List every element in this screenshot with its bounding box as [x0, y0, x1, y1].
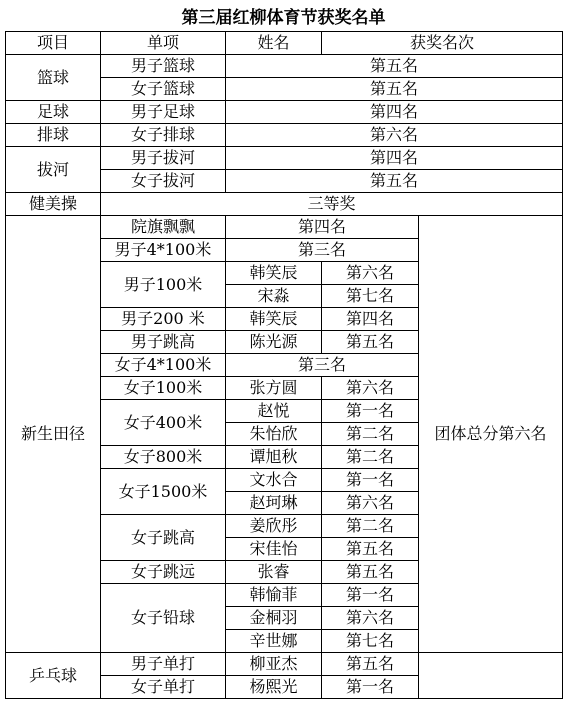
event-cell: 女子1500米 [101, 469, 226, 515]
name-cell: 韩笑辰 [226, 262, 322, 285]
project-cell: 篮球 [6, 55, 101, 101]
rank-cell: 第二名 [322, 423, 419, 446]
project-cell: 乒乓球 [6, 653, 101, 699]
page-title: 第三届红柳体育节获奖名单 [181, 8, 386, 28]
rank-cell: 第二名 [322, 515, 419, 538]
event-cell: 男子4*100米 [101, 239, 226, 262]
rank-cell: 第七名 [322, 630, 419, 653]
table-row [6, 124, 563, 147]
name-cell: 谭旭秋 [226, 446, 322, 469]
rank-cell: 第五名 [322, 538, 419, 561]
award-cell: 第四名 [226, 147, 563, 170]
rank-cell: 第五名 [322, 561, 419, 584]
name-cell: 赵悦 [226, 400, 322, 423]
rank-cell: 第六名 [322, 607, 419, 630]
table-row [6, 147, 563, 170]
project-cell: 新生田径 [6, 216, 101, 653]
name-cell: 宋佳怡 [226, 538, 322, 561]
name-cell: 陈光源 [226, 331, 322, 354]
rank-cell: 第六名 [322, 262, 419, 285]
event-cell: 女子篮球 [101, 78, 226, 101]
award-cell: 第四名 [226, 101, 563, 124]
event-cell: 女子铅球 [101, 584, 226, 653]
name-cell: 姜欣彤 [226, 515, 322, 538]
event-cell: 女子800米 [101, 446, 226, 469]
name-cell: 韩笑辰 [226, 308, 322, 331]
table-row [6, 101, 563, 124]
header-name: 姓名 [226, 32, 322, 55]
team-award-cell: 团体总分第六名 [419, 216, 563, 653]
table-row [6, 653, 563, 676]
table-row [6, 193, 563, 216]
event-cell: 男子200 米 [101, 308, 226, 331]
event-cell: 院旗飘飘 [101, 216, 226, 239]
event-cell: 女子4*100米 [101, 354, 226, 377]
award-cell: 第五名 [226, 78, 563, 101]
event-cell: 女子400米 [101, 400, 226, 446]
name-cell: 宋淼 [226, 285, 322, 308]
rank-cell: 第一名 [322, 584, 419, 607]
award-cell: 第四名 [226, 216, 419, 239]
rank-cell: 第四名 [322, 308, 419, 331]
name-cell: 张睿 [226, 561, 322, 584]
name-cell: 辛世娜 [226, 630, 322, 653]
name-cell: 朱怡欣 [226, 423, 322, 446]
project-cell: 排球 [6, 124, 101, 147]
award-cell: 第六名 [226, 124, 563, 147]
header-award: 获奖名次 [322, 32, 563, 55]
rank-cell: 第六名 [322, 492, 419, 515]
award-cell: 三等奖 [101, 193, 563, 216]
event-cell: 男子篮球 [101, 55, 226, 78]
rank-cell: 第五名 [322, 331, 419, 354]
header-event: 单项 [101, 32, 226, 55]
table-row [6, 216, 563, 239]
name-cell: 文水合 [226, 469, 322, 492]
rank-cell: 第一名 [322, 400, 419, 423]
award-cell: 第三名 [226, 239, 419, 262]
rank-cell: 第一名 [322, 469, 419, 492]
award-cell: 第五名 [226, 55, 563, 78]
event-cell: 女子单打 [101, 676, 226, 699]
table-row [6, 55, 563, 78]
award-cell: 第三名 [226, 354, 419, 377]
name-cell: 张方圆 [226, 377, 322, 400]
name-cell: 赵珂琳 [226, 492, 322, 515]
project-cell: 拔河 [6, 147, 101, 193]
event-cell: 男子足球 [101, 101, 226, 124]
event-cell: 女子拔河 [101, 170, 226, 193]
name-cell: 金桐羽 [226, 607, 322, 630]
event-cell: 男子跳高 [101, 331, 226, 354]
event-cell: 女子100米 [101, 377, 226, 400]
name-cell: 杨熙光 [226, 676, 322, 699]
rank-cell: 第二名 [322, 446, 419, 469]
award-cell: 第五名 [226, 170, 563, 193]
rank-cell: 第一名 [322, 676, 419, 699]
event-cell: 女子跳远 [101, 561, 226, 584]
event-cell: 男子单打 [101, 653, 226, 676]
event-cell: 女子跳高 [101, 515, 226, 561]
project-cell: 健美操 [6, 193, 101, 216]
name-cell: 柳亚杰 [226, 653, 322, 676]
header-row [6, 32, 563, 55]
name-cell: 韩愉菲 [226, 584, 322, 607]
empty-cell [419, 653, 563, 699]
event-cell: 女子排球 [101, 124, 226, 147]
event-cell: 男子100米 [101, 262, 226, 308]
award-table [5, 31, 563, 699]
event-cell: 男子拔河 [101, 147, 226, 170]
project-cell: 足球 [6, 101, 101, 124]
rank-cell: 第六名 [322, 377, 419, 400]
header-project: 项目 [6, 32, 101, 55]
rank-cell: 第五名 [322, 653, 419, 676]
rank-cell: 第七名 [322, 285, 419, 308]
